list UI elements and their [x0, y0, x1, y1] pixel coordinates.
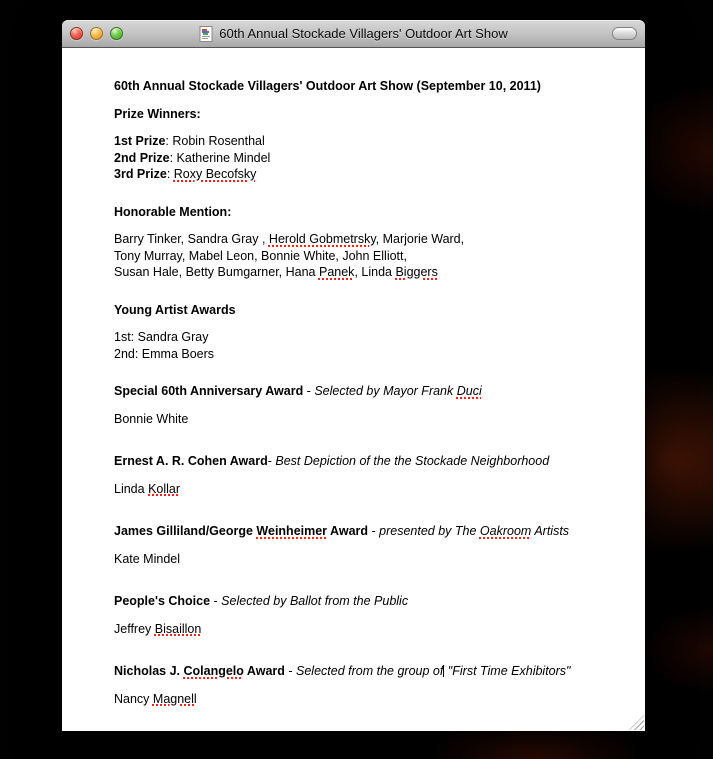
text-segment: Special 60th Anniversary Award	[114, 384, 304, 398]
text-segment: Linda	[114, 481, 149, 496]
text-segment: Award	[243, 664, 285, 678]
award-special-60th-anniversary	[114, 383, 607, 400]
young-artist-1st	[114, 329, 607, 346]
text-segment: Prize Winners:	[114, 106, 201, 121]
text-segment: Barry Tinker, Sandra Gray ,	[114, 232, 269, 246]
text-segment: 2nd: Emma Boers	[114, 346, 215, 361]
text-segment: 1st: Sandra Gray	[114, 330, 209, 344]
text-segment: Susan Hale, Betty Bumgarner, Hana	[114, 265, 319, 279]
text-segment: presented by The	[379, 524, 480, 538]
titlebar-title-group	[199, 26, 507, 42]
honorable-mention-line-3	[114, 264, 607, 281]
text-segment: Tony Murray, Mabel Leon, Bonnie White, John Elliott,	[114, 248, 407, 263]
text-segment: James Gilliland/George	[114, 524, 257, 538]
text-segment: Selected by Mayor Frank	[314, 384, 457, 398]
award-ernest-cohen	[114, 453, 607, 470]
text-segment: Best Depiction of the the Stockade Neighborhood	[275, 454, 550, 468]
text-segment: Young Artist Awards	[114, 302, 236, 317]
text-segment: , Marjorie Ward,	[375, 232, 465, 246]
text-segment: People's Choice	[114, 594, 211, 608]
text-segment: : Robin Rosenthal	[165, 134, 265, 148]
text-segment: Artists	[531, 524, 570, 538]
winner-jeffrey-bisaillon	[114, 621, 607, 638]
text-segment: -	[284, 664, 297, 678]
text-segment: -	[267, 454, 276, 468]
winner-nancy-magnell	[114, 691, 607, 708]
misspelled-word: Biggers	[395, 265, 438, 279]
misspelled-word: Oakroom	[479, 524, 532, 538]
text-segment: Award	[327, 524, 369, 538]
text-segment: -	[210, 594, 222, 608]
misspelled-word: Kollar	[148, 481, 181, 496]
misspelled-word: Bisaillon	[154, 621, 202, 636]
misspelled-word: Magnell	[152, 691, 197, 706]
honorable-mention-line-1	[114, 231, 607, 248]
text-segment: , Linda	[354, 265, 396, 279]
misspelled-word: Herold Gobmetrsky	[268, 232, 376, 246]
text-segment: Selected from the group of	[296, 664, 444, 678]
honorable-mention-line-2	[114, 248, 607, 265]
text-segment: "First Time Exhibitors"	[444, 664, 571, 678]
text-segment: Kate Mindel	[114, 551, 181, 566]
prize-1st	[114, 133, 607, 150]
misspelled-word: Duci	[456, 384, 482, 398]
prize-2nd	[114, 150, 607, 167]
minimize-button[interactable]	[90, 27, 103, 40]
zoom-button[interactable]	[110, 27, 123, 40]
winner-linda-kollar	[114, 481, 607, 498]
text-segment: Nancy	[114, 691, 153, 706]
text-segment: Selected by Ballot from the Public	[221, 594, 409, 608]
window-controls	[70, 20, 123, 47]
young-artist-heading	[114, 302, 607, 319]
document-proxy-icon[interactable]	[199, 26, 214, 42]
document-window	[62, 20, 645, 731]
text-segment: Ernest A. R. Cohen Award	[114, 454, 268, 468]
award-peoples-choice	[114, 593, 607, 610]
text-segment: -	[303, 384, 315, 398]
misspelled-word: Weinheimer	[256, 524, 328, 538]
doc-title	[114, 78, 607, 95]
text-segment: : Katherine Mindel	[169, 150, 271, 165]
misspelled-word: Roxy Becofsky	[173, 167, 257, 181]
award-gilliland-weinheimer	[114, 523, 607, 540]
text-segment: Jeffrey	[114, 621, 155, 636]
text-segment: 1st Prize	[114, 134, 166, 148]
close-button[interactable]	[70, 27, 83, 40]
winner-kate-mindel	[114, 551, 607, 568]
winner-bonnie-white	[114, 411, 607, 428]
text-segment: 60th Annual Stockade Villagers' Outdoor Art Show (September 10, 2011)	[114, 79, 541, 93]
prize-3rd	[114, 166, 607, 183]
prize-winners-heading	[114, 106, 607, 123]
text-segment: Honorable Mention:	[114, 204, 232, 219]
award-nicholas-colangelo	[114, 663, 607, 680]
text-segment: Bonnie White	[114, 411, 189, 426]
text-segment: -	[368, 524, 380, 538]
text-segment: :	[166, 167, 174, 181]
document-text-area[interactable]	[62, 48, 645, 731]
window-titlebar[interactable]	[62, 20, 645, 48]
young-artist-2nd	[114, 346, 607, 363]
text-segment: 3rd Prize	[114, 167, 167, 181]
misspelled-word: Panek	[318, 265, 355, 279]
misspelled-word: Colangelo	[183, 664, 244, 678]
text-segment: 2nd Prize	[114, 150, 170, 165]
window-title: 60th Annual Stockade Villagers' Outdoor Art Show	[219, 26, 508, 41]
toolbar-toggle-button[interactable]	[612, 27, 637, 40]
honorable-mention-heading	[114, 204, 607, 221]
text-segment: Nicholas J.	[114, 664, 184, 678]
